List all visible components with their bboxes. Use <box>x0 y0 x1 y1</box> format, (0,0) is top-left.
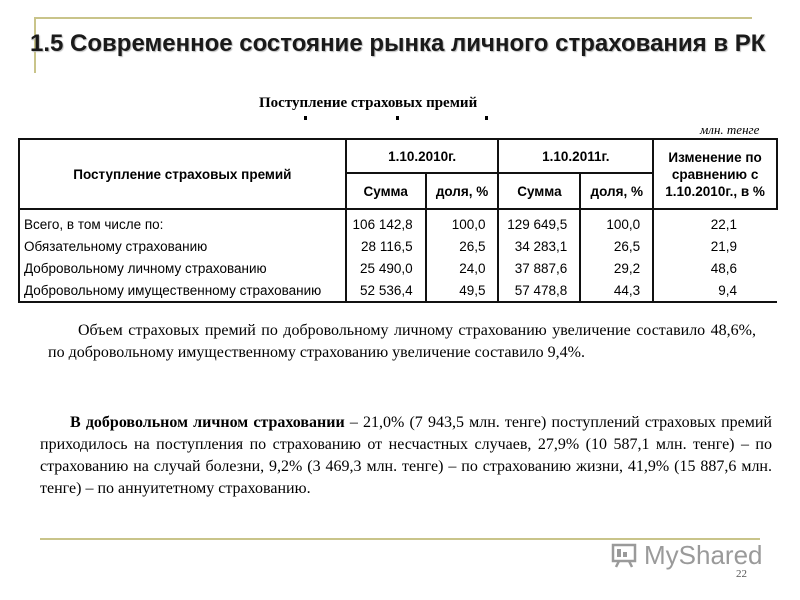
row-label: Всего, в том числе по: <box>19 209 346 235</box>
table-row <box>19 279 777 302</box>
row-share-2010: 26,5 <box>426 235 499 257</box>
row-label: Добровольному имущественному страхованию <box>19 279 346 302</box>
header-period-2010: 1.10.2010г. <box>346 139 499 173</box>
header-sum-2011: Сумма <box>498 173 580 209</box>
row-share-2011: 100,0 <box>580 209 653 235</box>
page-number: 22 <box>736 568 747 580</box>
header-period-2011: 1.10.2011г. <box>498 139 653 173</box>
table-row <box>19 257 777 279</box>
row-change: 48,6 <box>653 257 777 279</box>
row-share-2010: 24,0 <box>426 257 499 279</box>
row-share-2010: 100,0 <box>426 209 499 235</box>
row-label: Добровольному личному страхованию <box>19 257 346 279</box>
header-share-2010: доля, % <box>426 173 499 209</box>
table-title: Поступление страховых премий <box>259 95 478 111</box>
row-change: 22,1 <box>653 209 777 235</box>
table-unit: млн. тенге <box>700 122 760 137</box>
paragraph-premium-growth: Объем страховых премий по добровольному личному страхованию увеличение составило 48,6%, по добровольному имущественному страхованию увеличение составило 9,4%. <box>48 322 756 361</box>
header-change: Изменение по сравнению с 1.10.2010г., в % <box>653 139 777 209</box>
header-sum-2010: Сумма <box>346 173 426 209</box>
premiums-table-container <box>18 138 778 303</box>
table-row <box>19 209 777 235</box>
paragraph-lead-bold: В добровольном личном страховании <box>70 414 345 431</box>
row-sum-2010: 25 490,0 <box>346 257 426 279</box>
row-sum-2011: 57 478,8 <box>498 279 580 302</box>
slide-frame-top-line <box>34 17 752 19</box>
slide-title: 1.5 Современное состояние рынка личного страхования в РК <box>30 30 766 57</box>
row-sum-2011: 129 649,5 <box>498 209 580 235</box>
paragraph-body: – 21,0% (7 943,5 млн. тенге) поступлений страховых премий приходилось на поступления по страхованию от несчастных случаев, 27,9% (10 587,1 млн. тенге) – по страхованию на случай болезни, 9,2% (3 469,3 млн. тенге) – по страхованию жизни, 41,9% (15 887,6 млн. тенге) – по аннуитетному страхованию. <box>40 414 772 497</box>
row-sum-2010: 52 536,4 <box>346 279 426 302</box>
myshared-logo <box>610 540 763 570</box>
table-row <box>19 235 777 257</box>
row-label: Обязательному страхованию <box>19 235 346 257</box>
premiums-table <box>18 138 778 303</box>
header-share-2011: доля, % <box>580 173 653 209</box>
row-sum-2010: 28 116,5 <box>346 235 426 257</box>
paragraph-personal-insurance <box>40 412 772 500</box>
row-sum-2011: 34 283,1 <box>498 235 580 257</box>
decorative-dots <box>300 112 500 122</box>
header-premiums: Поступление страховых премий <box>19 139 346 209</box>
row-sum-2011: 37 887,6 <box>498 257 580 279</box>
row-share-2011: 26,5 <box>580 235 653 257</box>
row-change: 9,4 <box>653 279 777 302</box>
row-share-2011: 44,3 <box>580 279 653 302</box>
row-share-2011: 29,2 <box>580 257 653 279</box>
classroom-board-icon <box>610 541 638 569</box>
row-share-2010: 49,5 <box>426 279 499 302</box>
logo-text: MyShared <box>644 539 763 570</box>
row-sum-2010: 106 142,8 <box>346 209 426 235</box>
row-change: 21,9 <box>653 235 777 257</box>
